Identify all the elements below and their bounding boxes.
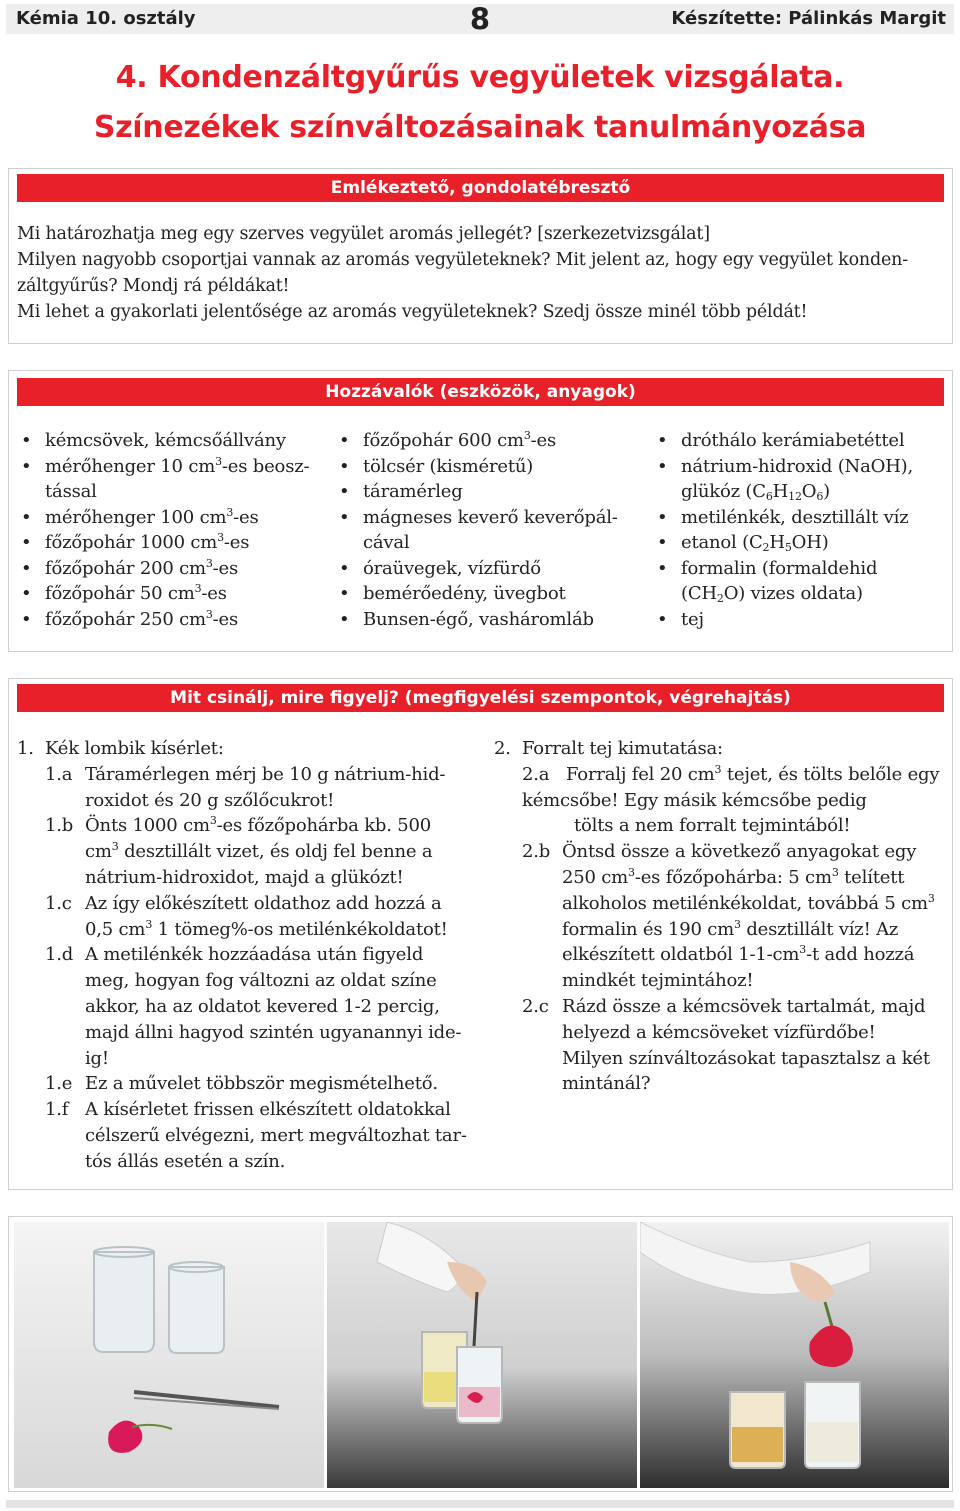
reminder-line: Milyen nagyobb csoportjai vannak az aromás vegyületeknek? Mit jelent az, hogy egy vegyület konden- — [17, 250, 908, 270]
photo-illustration — [14, 1222, 324, 1488]
step-continuation: alkoholos metilénkékoldat, továbbá 5 $cm^3$ — [562, 891, 935, 914]
list-item: • tölcsér (kisméretű) — [337, 454, 637, 480]
step: 1.c Az így előkészített oldathoz add hozzá a — [45, 892, 442, 914]
step-title: 2. Forralt tej kimutatása: — [494, 738, 723, 759]
step: 1.d A metilénkék hozzáadása után figyeld — [45, 944, 424, 966]
step: 2.a Forralj fel 20 $cm^3$ tejet, és tölts belőle egy — [522, 762, 940, 785]
reminder-line: záltgyűrűs? Mondj rá példákat! — [17, 276, 290, 296]
step: 1.f A kísérletet frissen elkészített oldatokkal — [45, 1099, 451, 1121]
ingredients-column-1 — [19, 428, 319, 632]
step-continuation: meg, hogyan fog változni az oldat színe — [85, 970, 437, 992]
list-item: • főzőpohár 50 $cm^3-es$ — [19, 581, 319, 607]
list-item-continuation: cával — [363, 532, 410, 553]
ingredients-box — [8, 370, 953, 652]
reminder-line: Mi lehet a gyakorlati jelentősége az aromás vegyületeknek? Szedj össze minél több példát! — [17, 302, 808, 322]
step: 2.b Öntsd össze a következő anyagokat egy — [522, 841, 917, 863]
step-continuation: mintánál? — [562, 1073, 651, 1095]
list-item: • mérőhenger 10 $cm^3-es$ beosz- — [19, 454, 319, 480]
step-continuation: nátrium-hidroxidot, majd a glükózt! — [85, 866, 404, 888]
step: 1.a Táramérlegen mérj be 10 g nátrium-hid- — [45, 763, 446, 785]
step-continuation: akkor, ha az oldatot kevered 1-2 percig, — [85, 995, 440, 1017]
step-continuation: célszerű elvégezni, mert megváltozhat tar- — [85, 1124, 467, 1146]
photo-flower-and-beakers — [640, 1222, 949, 1488]
header-course: Kémia 10. osztály — [16, 8, 196, 29]
photo-illustration — [327, 1222, 637, 1488]
step-continuation: 0,5 $cm^3$ 1 tömeg%-os metilénkékoldatot! — [85, 917, 448, 940]
header-author: Készítette: Pálinkás Margit — [671, 8, 946, 29]
ingredients-heading: Hozzávalók (eszközök, anyagok) — [17, 378, 944, 406]
step-continuation: roxidot és 20 g szőlőcukrot! — [85, 789, 335, 811]
step-continuation: elkészített oldatból $1-1-cm^3-t$ add hozzá — [562, 943, 915, 966]
procedure-left-column — [17, 736, 487, 1175]
reminder-box — [8, 168, 953, 344]
procedure-right-column — [494, 736, 949, 1097]
step: 1.b Önts 1000 $cm^3-es$ főzőpohárba kb. 500 — [45, 814, 432, 837]
list-item: • metilénkék, desztillált víz — [655, 505, 945, 531]
step-continuation: formalin és 190 $cm^3$ desztillált víz! Az — [562, 917, 899, 940]
list-item: • formalin (formaldehid — [655, 556, 945, 582]
photo-illustration — [640, 1222, 949, 1488]
step-continuation: tölts a nem forralt tejmintából! — [574, 815, 851, 837]
step-continuation: Milyen színváltozásokat tapasztalsz a két — [562, 1047, 930, 1069]
step-title: 1. Kék lombik kísérlet: — [17, 738, 224, 759]
page-title-line2: Színezékek színváltozásainak tanulmányozása — [93, 110, 867, 145]
list-item: • mérőhenger 100 $cm^3-es$ — [19, 505, 319, 531]
list-item: • táramérleg — [337, 479, 637, 505]
step-continuation: 250 $cm^3-es$ főzőpohárba: 5 $cm^3$ telített — [562, 865, 905, 888]
list-item: • Bunsen-égő, vasháromláb — [337, 607, 637, 633]
ingredients-column-2 — [337, 428, 637, 632]
list-item: • óraüvegek, vízfürdő — [337, 556, 637, 582]
list-item: • etanol $(C_2H_5OH)$ — [655, 530, 945, 556]
reminder-text — [17, 221, 947, 325]
list-item: • dróthálo kerámiabetéttel — [655, 428, 945, 454]
page-header — [6, 4, 954, 34]
list-item: • kémcsövek, kémcsőállvány — [19, 428, 319, 454]
photo-strip — [8, 1216, 953, 1492]
step-continuation: ig! — [85, 1047, 109, 1069]
ingredients-column-3 — [655, 428, 945, 632]
page-number: 8 — [469, 2, 491, 36]
page-title-line1: 4. Kondenzáltgyűrűs vegyületek vizsgálata. — [115, 60, 845, 95]
list-item-continuation: tással — [45, 481, 97, 502]
list-item: • főzőpohár 250 $cm^3-es$ — [19, 607, 319, 633]
step-continuation: $cm^3$ desztillált vizet, és oldj fel benne a — [85, 840, 433, 863]
list-item-continuation: glükóz $(C_6H_{12}O_6)$ — [681, 481, 830, 503]
list-item: • mágneses keverő keverőpál- — [337, 505, 637, 531]
procedure-heading: Mit csinálj, mire figyelj? (megfigyelési szempontok, végrehajtás) — [17, 684, 944, 712]
list-item-continuation: $(CH_2O)$ vizes oldata) — [681, 583, 863, 605]
list-item: • tej — [655, 607, 945, 633]
list-item: • főzőpohár 1000 $cm^3-es$ — [19, 530, 319, 556]
step-continuation: kémcsőbe! Egy másik kémcsőbe pedig — [522, 789, 867, 811]
procedure-box — [8, 678, 953, 1190]
step-continuation: mindkét tejmintához! — [562, 970, 754, 992]
photo-beakers-and-flower — [14, 1222, 324, 1488]
reminder-heading: Emlékeztető, gondolatébresztő — [17, 174, 944, 202]
step: 1.e Ez a művelet többször megismételhető. — [45, 1073, 438, 1095]
list-item: • bemérőedény, üvegbot — [337, 581, 637, 607]
step-continuation: majd állni hagyod szintén ugyanannyi ide- — [85, 1021, 462, 1043]
step: 2.c Rázd össze a kémcsövek tartalmát, majd — [522, 995, 926, 1017]
step-continuation: helyezd a kémcsöveket vízfürdőbe! — [562, 1021, 876, 1043]
list-item: • főzőpohár 600 $cm^3-es$ — [337, 428, 637, 454]
list-item: • nátrium-hidroxid (NaOH), — [655, 454, 945, 480]
list-item: • főzőpohár 200 $cm^3-es$ — [19, 556, 319, 582]
photo-stirring-experiment — [327, 1222, 637, 1488]
bottom-strip — [6, 1500, 954, 1508]
reminder-line: Mi határozhatja meg egy szerves vegyület aromás jellegét? [szerkezetvizsgálat] — [17, 224, 710, 244]
step-continuation: tós állás esetén a szín. — [85, 1150, 286, 1172]
